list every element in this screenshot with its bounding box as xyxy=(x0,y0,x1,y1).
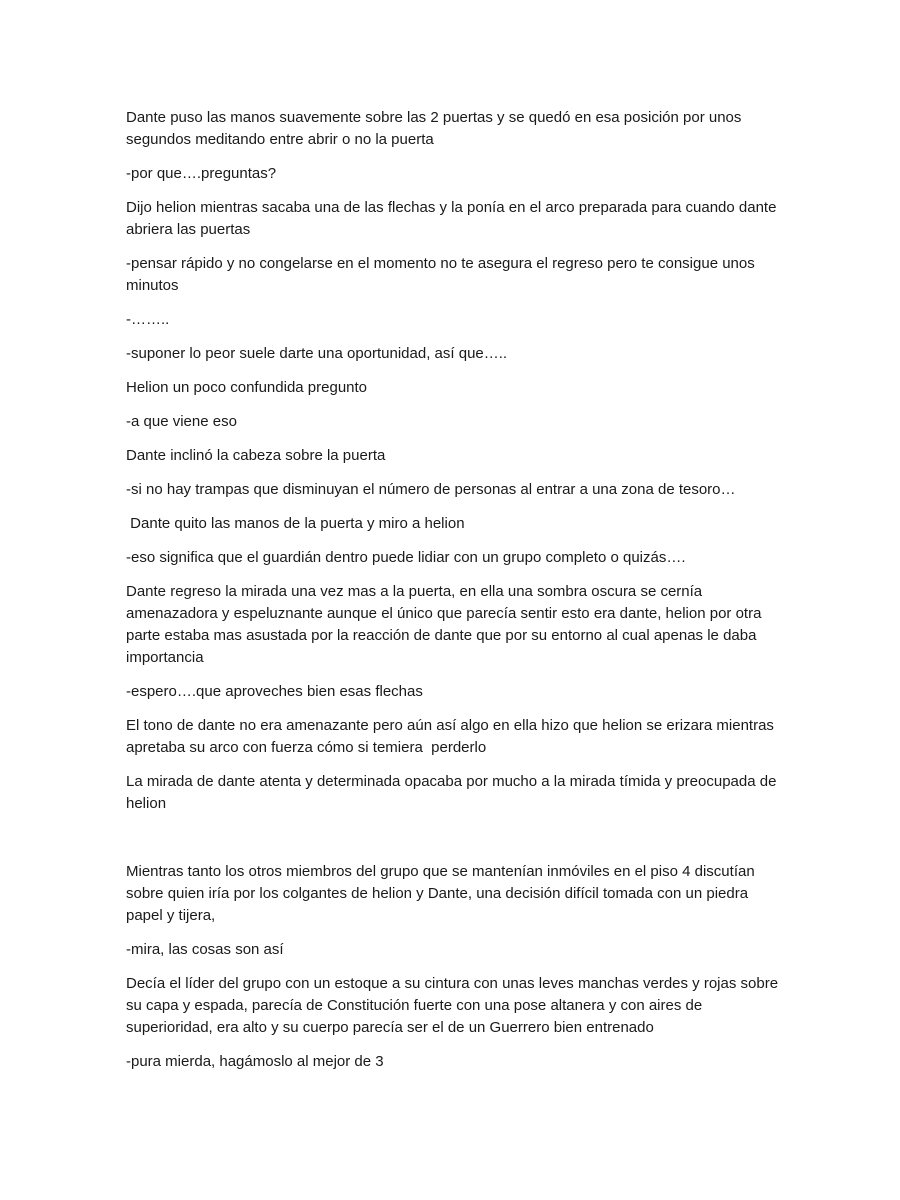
paragraph: Dante regreso la mirada una vez mas a la puerta, en ella una sombra oscura se cernía amenazadora y espeluznante aunque el único que parecía sentir esto era dante, helion por otra parte estaba mas asustada por la reacción de dante que por su entorno al cual apenas le daba importancia xyxy=(126,583,766,666)
paragraph: La mirada de dante atenta y determinada opacaba por mucho a la mirada tímida y preocupada de helion xyxy=(126,773,781,812)
paragraph: -a que viene eso xyxy=(126,413,237,430)
paragraph: -pensar rápido y no congelarse en el momento no te asegura el regreso pero te consigue unos minutos xyxy=(126,255,759,294)
paragraph: -eso significa que el guardián dentro puede lidiar con un grupo completo o quizás…. xyxy=(126,549,686,566)
paragraph: Dante puso las manos suavemente sobre las 2 puertas y se quedó en esa posición por unos segundos meditando entre abrir o no la puerta xyxy=(126,109,746,148)
section-break xyxy=(126,827,786,861)
paragraph: -pura mierda, hagámoslo al mejor de 3 xyxy=(126,1053,384,1070)
paragraph: -si no hay trampas que disminuyan el número de personas al entrar a una zona de tesoro… xyxy=(126,481,736,498)
document-body xyxy=(126,107,786,1085)
paragraph: -espero….que aproveches bien esas flechas xyxy=(126,683,423,700)
paragraph: Dante inclinó la cabeza sobre la puerta xyxy=(126,447,386,464)
paragraph: Mientras tanto los otros miembros del grupo que se mantenían inmóviles en el piso 4 discutían sobre quien iría por los colgantes de helion y Dante, una decisión difícil tomada con un piedra papel y tijera, xyxy=(126,863,759,924)
paragraph: -mira, las cosas son así xyxy=(126,941,284,958)
paragraph: Decía el líder del grupo con un estoque a su cintura con unas leves manchas verdes y rojas sobre su capa y espada, parecía de Constitución fuerte con una pose altanera y con aires de superioridad, era alto y su cuerpo parecía ser el de un Guerrero bien entrenado xyxy=(126,975,783,1036)
paragraph: -…….. xyxy=(126,311,170,328)
paragraph: -suponer lo peor suele darte una oportunidad, así que….. xyxy=(126,345,508,362)
paragraph: Dijo helion mientras sacaba una de las flechas y la ponía en el arco preparada para cuando dante abriera las puertas xyxy=(126,199,781,238)
paragraph: -por que….preguntas? xyxy=(126,165,277,182)
paragraph: El tono de dante no era amenazante pero aún así algo en ella hizo que helion se erizara mientras apretaba su arco con fuerza cómo si temiera perderlo xyxy=(126,717,779,756)
paragraph: Helion un poco confundida pregunto xyxy=(126,379,368,396)
paragraph: Dante quito las manos de la puerta y miro a helion xyxy=(126,515,465,532)
